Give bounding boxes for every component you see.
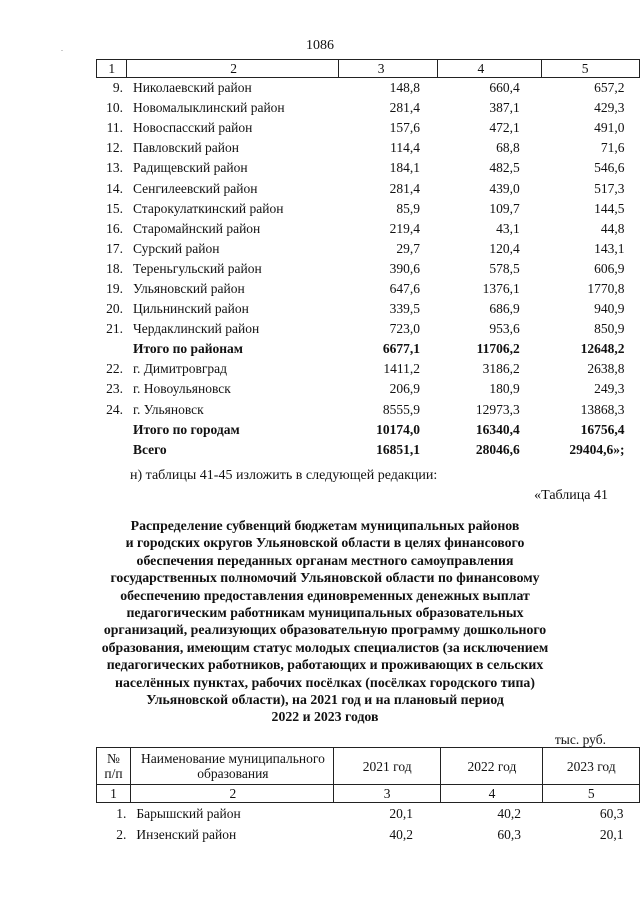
row-number: 17.: [106, 240, 123, 256]
amendment-note: н) таблицы 41-45 изложить в следующей редакции:: [130, 468, 438, 483]
value-column-5: 12648,2: [580, 341, 625, 357]
value-column-3: 206,9: [389, 381, 420, 397]
column-index: 2: [127, 60, 338, 78]
column-index: 5: [542, 60, 640, 78]
value-column-4: 68,8: [496, 140, 520, 156]
row-number: [97, 440, 127, 460]
value-column-4: 1376,1: [482, 280, 520, 296]
total-row: [97, 440, 640, 460]
row-number: 16.: [106, 220, 123, 236]
municipality-name: Старокулаткинский район: [132, 200, 284, 216]
subvention-table-41: [96, 747, 640, 845]
page-number: 1086: [306, 38, 334, 53]
title-line: обеспечению предоставления единовременных денежных выплат: [120, 587, 530, 603]
title-line: 2022 и 2023 годов: [271, 709, 379, 725]
municipality-name: Итого по городам: [132, 421, 240, 437]
table-row: [97, 138, 640, 158]
municipality-name: Сурский район: [132, 240, 220, 256]
municipality-name: Тереньгульский район: [132, 260, 262, 276]
table-row: [97, 199, 640, 219]
table-row: [97, 359, 640, 379]
municipality-name: Чердаклинский район: [132, 321, 260, 337]
table-row: [97, 178, 640, 198]
total-row: [97, 420, 640, 440]
title-line: педагогическим работникам муниципальных образовательных: [126, 605, 524, 621]
row-number: 18.: [106, 260, 123, 276]
value-column-4: 180,9: [489, 381, 520, 397]
municipality-name: Старомайнский район: [132, 220, 261, 236]
value-column-5: 546,6: [594, 160, 625, 176]
total-row: [97, 339, 640, 359]
value-column-4: 16340,4: [475, 421, 520, 437]
table-row: [97, 803, 640, 825]
municipality-name: Барышский район: [136, 806, 241, 821]
title-line: образования, имеющим статус молодых специалистов (за исключением: [101, 639, 549, 655]
title-line: государственных полномочий Ульяновской области по финансовому: [110, 570, 540, 586]
row-number: 10.: [106, 100, 123, 116]
title-line: педагогических работников, работающих и проживающих в сельских: [106, 657, 544, 673]
table-row: [97, 379, 640, 399]
column-index: 5: [543, 785, 640, 803]
value-column-5: 44,8: [600, 220, 625, 236]
municipality-name: Радищевский район: [132, 160, 248, 176]
row-number: 13.: [106, 160, 123, 176]
row-number: 9.: [112, 80, 123, 96]
value-column-5: 29404,6»;: [569, 441, 625, 457]
units-label: тыс. руб.: [554, 732, 606, 747]
value-column-5: 606,9: [594, 260, 625, 276]
title-line: и городских округов Ульяновской области в целях финансового: [125, 535, 525, 551]
table-row: [97, 78, 640, 99]
table-row: [97, 319, 640, 339]
value-column-4: 439,0: [489, 180, 520, 196]
value-column-5: 16756,4: [580, 421, 625, 437]
row-number: 14.: [106, 180, 123, 196]
table-row: [97, 259, 640, 279]
value-column-5: 13868,3: [580, 401, 625, 417]
value-2022: 40,2: [497, 806, 521, 821]
municipality-name: Ульяновский район: [132, 280, 245, 296]
header-year-2022: 2022 год: [441, 748, 543, 785]
column-index: 3: [338, 60, 438, 78]
table-header-row: [97, 748, 640, 785]
value-column-5: 2638,8: [587, 361, 625, 377]
header-number: № п/п: [97, 748, 131, 785]
table-row: [97, 118, 640, 138]
value-2021: 20,1: [389, 806, 413, 821]
municipality-name: Новоспасский район: [132, 120, 253, 136]
value-column-5: 144,5: [594, 200, 625, 216]
value-column-3: 647,6: [389, 280, 420, 296]
table-row: [97, 299, 640, 319]
title-line: Распределение субвенций бюджетам муниципальных районов: [130, 518, 520, 533]
column-index: 1: [97, 785, 131, 803]
value-column-3: 184,1: [389, 160, 420, 176]
value-column-3: 114,4: [390, 140, 420, 156]
value-column-4: 387,1: [489, 100, 520, 116]
value-column-4: 482,5: [489, 160, 520, 176]
title-line: Ульяновской области), на 2021 год и на плановый период: [146, 692, 504, 708]
table-row: [97, 824, 640, 845]
municipality-name: Цильнинский район: [132, 301, 249, 317]
municipality-name: г. Ульяновск: [132, 401, 204, 417]
value-column-3: 148,8: [389, 80, 420, 96]
table-reference: «Таблица 41: [534, 488, 608, 503]
value-2021: 40,2: [389, 827, 413, 842]
value-column-4: 686,9: [489, 301, 520, 317]
column-index: 3: [333, 785, 441, 803]
municipality-name: Николаевский район: [132, 80, 252, 96]
table-row: [97, 239, 640, 259]
value-column-3: 85,9: [396, 200, 420, 216]
header-year-2021: 2021 год: [333, 748, 441, 785]
row-number: 19.: [106, 280, 123, 296]
value-column-4: 660,4: [489, 80, 520, 96]
municipality-name: г. Новоульяновск: [132, 381, 231, 397]
table-row: [97, 279, 640, 299]
column-index: 4: [438, 60, 542, 78]
value-column-3: 281,4: [389, 100, 420, 116]
title-line: населённых пунктах, рабочих посёлках (посёлках городского типа): [115, 674, 535, 690]
table-title: [90, 517, 560, 726]
value-column-4: 109,7: [489, 200, 520, 216]
value-column-3: 281,4: [389, 180, 420, 196]
value-column-3: 723,0: [389, 321, 420, 337]
value-column-5: 249,3: [594, 381, 625, 397]
row-number: 15.: [106, 200, 123, 216]
value-column-5: 657,2: [594, 80, 625, 96]
municipality-name: г. Димитровград: [132, 361, 228, 377]
value-column-5: 940,9: [594, 301, 625, 317]
row-number: 20.: [106, 301, 123, 317]
table-row: [97, 400, 640, 420]
row-number: 12.: [106, 140, 123, 156]
value-2023: 20,1: [599, 827, 624, 842]
row-number: 24.: [106, 401, 123, 417]
table-row: [97, 219, 640, 239]
value-column-5: 491,0: [594, 120, 625, 136]
value-column-4: 28046,6: [475, 441, 520, 457]
municipality-name: Новомалыклинский район: [132, 100, 285, 116]
municipality-name: Инзенский район: [136, 827, 237, 842]
row-number: 1.: [116, 806, 127, 821]
value-column-3: 1411,2: [383, 361, 420, 377]
value-column-5: 1770,8: [587, 280, 625, 296]
title-line: организаций, реализующих образовательную программу дошкольного: [103, 622, 547, 638]
subvention-table-continued: [96, 59, 640, 460]
column-index: 1: [97, 60, 127, 78]
value-column-5: 517,3: [594, 180, 625, 196]
value-column-4: 43,1: [496, 220, 520, 236]
value-column-3: 219,4: [389, 220, 420, 236]
column-index: 4: [441, 785, 543, 803]
table-column-index-row: [97, 60, 640, 78]
value-column-3: 157,6: [389, 120, 420, 136]
value-column-4: 12973,3: [475, 401, 520, 417]
table-column-index-row: [97, 785, 640, 803]
row-number: 23.: [106, 381, 123, 397]
row-number: 22.: [106, 361, 123, 377]
value-column-3: 6677,1: [382, 341, 420, 357]
value-column-3: 16851,1: [376, 441, 420, 457]
column-index: 2: [130, 785, 333, 803]
header-year-2023: 2023 год: [543, 748, 640, 785]
municipality-name: Всего: [132, 441, 167, 457]
value-column-4: 11706,2: [476, 341, 520, 357]
value-column-3: 29,7: [396, 240, 420, 256]
value-2023: 60,3: [599, 806, 624, 821]
header-municipality: Наименование муниципального образования: [130, 748, 333, 785]
value-column-3: 8555,9: [382, 401, 420, 417]
value-column-4: 120,4: [489, 240, 520, 256]
row-number: 21.: [106, 321, 123, 337]
municipality-name: Итого по районам: [132, 341, 243, 357]
value-column-4: 578,5: [489, 260, 520, 276]
value-column-4: 472,1: [489, 120, 520, 136]
value-column-5: 71,6: [600, 140, 625, 156]
value-column-5: 143,1: [594, 240, 625, 256]
value-2022: 60,3: [497, 827, 521, 842]
table-row: [97, 158, 640, 178]
row-number: [97, 339, 127, 359]
row-number: [97, 420, 127, 440]
municipality-name: Сенгилеевский район: [132, 180, 258, 196]
title-line: обеспечения переданных органам местного самоуправления: [136, 552, 514, 568]
value-column-3: 390,6: [389, 260, 420, 276]
value-column-4: 953,6: [489, 321, 520, 337]
municipality-name: Павловский район: [132, 140, 239, 156]
value-column-5: 850,9: [594, 321, 625, 337]
value-column-4: 3186,2: [482, 361, 520, 377]
table-row: [97, 98, 640, 118]
value-column-3: 339,5: [389, 301, 420, 317]
value-column-5: 429,3: [594, 100, 625, 116]
value-column-3: 10174,0: [376, 421, 420, 437]
row-number: 11.: [106, 120, 123, 136]
row-number: 2.: [116, 827, 127, 842]
